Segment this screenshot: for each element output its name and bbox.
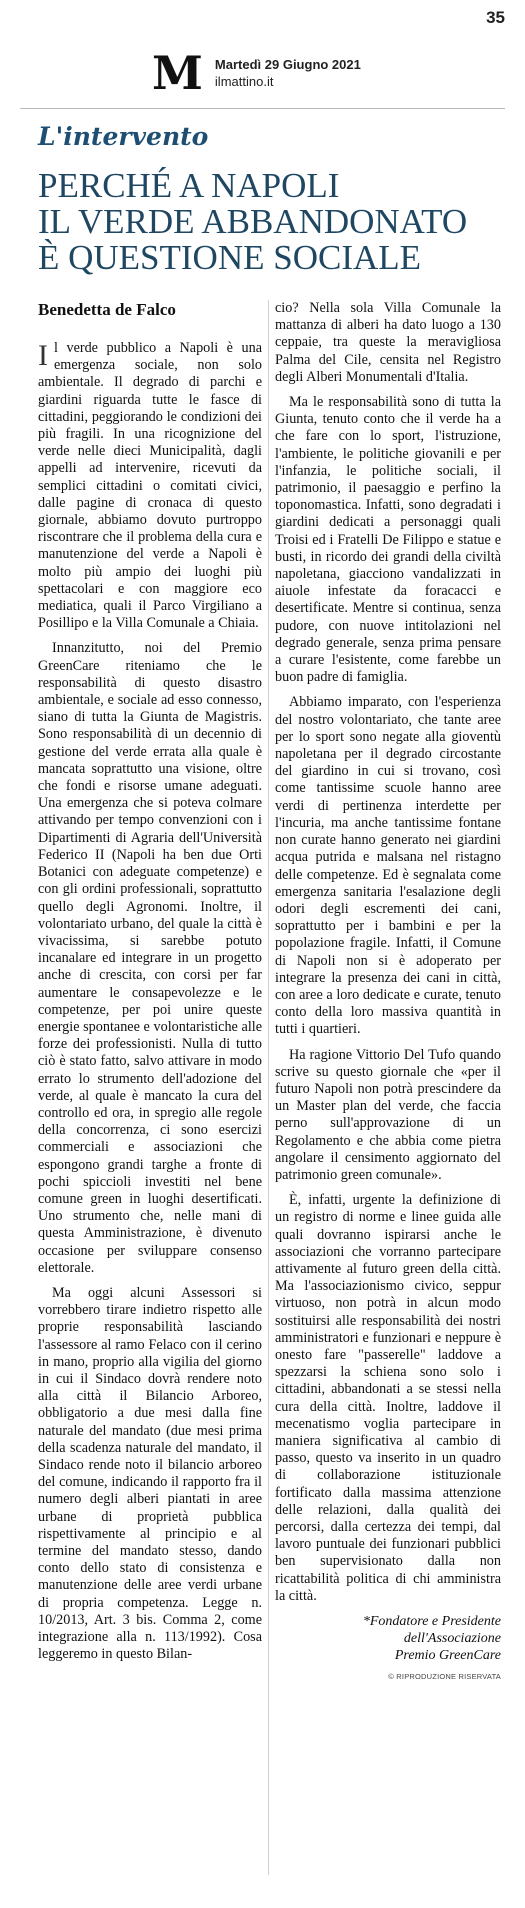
article-paragraph: Ma oggi alcuni Assessori si vorrebbero tirare indietro rispetto alle proprie responsabilità lasciando l'assessore al ramo Felaco con il cerino in mano, proprio alla vigilia del giorno in cui il Sindaco dovrà rendere noto alla città il Bilancio Arboreo, obbligatorio a due mesi dalla fine naturale del mandato (due mesi prima della scadenza naturale del mandato, il Sindaco rende noto il bilancio arboreo del comune, indicando il rapporto fra il numero degli alberi piantati in aree urbane di proprietà pubblica rispettivamente al principio e al termine del mandato stesso, dando conto dello stato di consistenza e manutenzione delle aree verdi urbane di propria competenza. Legge n. 10/2013, Art. 3 bis. Comma 2, come integrazione alla n. 113/1992). Cosa leggeremo in questo Bilan-	[38, 1284, 262, 1663]
author-signoff	[275, 1613, 501, 1664]
issue-date: Martedì 29 Giugno 2021	[214, 57, 361, 72]
article-paragraph: È, infatti, urgente la definizione di un registro di norme e linee guida alle quali dovranno ispirarsi anche le associazioni che vorranno partecipare attivamente al futuro green della città. Ma l'associazionismo civico, seppur virtuoso, non potrà in alcun modo sostituirsi alle responsabilità dei nostri amministratori e funzionari e neppure è onesto fare "passerelle" laddove a spezzarsi la schiena sono solo i cittadini, abbandonati a se stessi nella cura della città. Inoltre, laddove il mecenatismo voglia partecipare in maniera significativa al cambio di passo, questo va inserito in un quadro di collaborazione istituzionale fortificato dalla massima attenzione delle relazioni, dalla qualità dei percorsi, dalla certezza dei tempi, dal lavoro puntuale dei funzionari pubblici ben supervisionato dalla non ricattabilità politica di chi amministra la città.	[275, 1192, 501, 1604]
article-paragraph: cio? Nella sola Villa Comunale la mattanza di alberi ha dato luogo a 130 ceppaie, tra queste la meravigliosa Palma del Cile, censita nel Registro degli Alberi Monumentali d'Italia.	[275, 300, 501, 385]
article-paragraph: Ha ragione Vittorio Del Tufo quando scrive su questo giornale che «per il futuro Napoli non potrà prescindere da un Master plan del verde, che faccia perno sull'approvazione di un Regolamento e che abbia come pietra angolare il censimento aggiornato del patrimonio green comunale».	[275, 1046, 501, 1183]
article-column-left	[38, 340, 262, 1671]
copyright-notice: © RIPRODUZIONE RISERVATA	[388, 1672, 501, 1682]
signoff-line: dell'Associazione	[403, 1631, 501, 1647]
headline-line: PERCHÉ A NAPOLI	[38, 166, 340, 205]
article-headline	[38, 168, 508, 276]
headline-line: È QUESTIONE SOCIALE	[38, 238, 422, 277]
section-kicker: L'intervento	[38, 122, 209, 151]
masthead	[152, 46, 361, 100]
masthead-info	[215, 57, 361, 89]
headline-line: IL VERDE ABBANDONATO	[38, 202, 468, 241]
drop-cap: I	[38, 339, 48, 372]
signoff-line: *Fondatore e Presidente	[362, 1614, 501, 1630]
article-paragraph: Abbiamo imparato, con l'esperienza del nostro volontariato, che tante aree per lo sport sono negate alla gioventù napoletana per il degrado circostante del giardino in cui si trovano, così come tantissime scuole hanno aree verdi di pertinenza interdette per l'incuria, ma anche tantissime fontane non curate hanno generato nei giardini acqua putrida e malsana nel ristagno delle competenze. Ed è segnalata come emergenza sanitaria l'esalazione degli odori degli escrementi dei cani, soprattutto per i bambini e per la popolazione fragile. Infatti, il Comune di Napoli non si è adoperato per integrare la presenza dei cani in città, con aree a loro dedicate e curate, tenuto conto della loro massiva quantità in tutti i quartieri.	[275, 694, 501, 1038]
column-divider	[268, 300, 269, 1875]
header-divider	[20, 108, 505, 109]
article-column-right	[275, 300, 501, 1685]
site-url: ilmattino.it	[214, 74, 274, 89]
article-paragraph	[38, 340, 262, 632]
signoff-line: Premio GreenCare	[394, 1648, 501, 1664]
newspaper-logo: M	[152, 46, 201, 100]
article-paragraph: Ma le responsabilità sono di tutta la Giunta, tenuto conto che il verde ha a che fare con lo sport, l'istruzione, l'ambiente, le politiche giovanili e per l'infanzia, le politiche sociali, il patrimonio, il paesaggio e perfino la toponomastica. Infatti, sono degradati i giardini dedicati a personaggi quali Troisi ed i Fratelli De Filippo e statue e busti, in ricordo dei grandi della civiltà napoletana, giacciono vandalizzati in aiuole infestate da foracacci e desertificate. Mentre si continua, senza pudore, con nuove intitolazioni nel degrado generale, senza prima pensare a curare l'esistente, come farebbe un buon padre di famiglia.	[275, 394, 501, 686]
paragraph-text: l verde pubblico a Napoli è una emergenza sociale, non solo ambientale. Il degrado di parchi e giardini riguarda tutte le fasce di cittadini, peggiorando le condizioni dei più fragili. In una ricognizione del verde nelle dieci Municipalità, dagli appelli ad intervenire, ricevuti da semplici cittadini o comitati civici, dalle pagine di cronaca di questo giornale, abbiamo dovuto purtroppo riscontrare che il problema della cura e manutenzione del verde a Napoli è molto più ampio dei luoghi più spettacolari e con maggiore eco mediatica, quali il Parco Virgiliano a Posillipo e la Villa Comunale a Chiaia.	[38, 340, 262, 632]
article-author: Benedetta de Falco	[38, 300, 176, 319]
page-number: 35	[486, 8, 505, 27]
article-paragraph: Innanzitutto, noi del Premio GreenCare riteniamo che le responsabilità di questo disastro ambientale, e sociale ad esso connesso, siano di tutta la Giunta de Magistris. Sono responsabilità di un decennio di gestione del verde errata alla quale è mancata soprattutto una visione, oltre che fondi e risorse umane adeguati. Una emergenza che si poteva colmare attivando per tempo convenzioni con i Dipartimenti di Agraria dell'Università Federico II (Napoli ha ben due Orti Botanici con adeguate competenze) e con gli ordini professionali, soprattutto quello degli Agronomi. Inoltre, il volontariato urbano, del quale la città è vivacissima, si sarebbe potuto incanalare ed integrare in un progetto anche di crescita, con corsi per far aumentare le consapevolezze e le competenze, per poi unire queste energie spontanee e volontaristiche alle forze dei professionisti. Nulla di tutto ciò è stato fatto, salvo attivare in modo errato lo strumento dell'adozione del verde, al quale è mancato la cura del controllo ed ora, in spregio alle regole della concorrenza, ci sono esercizi commerciali e associazioni che espongono grandi targhe a fronte di pochi spiccioli investiti nel bene comune green in luoghi desertificati. Uno strumento che, nelle mani di questa Amministrazione, è divenuto occasione per sviluppare consenso elettorale.	[38, 640, 262, 1276]
